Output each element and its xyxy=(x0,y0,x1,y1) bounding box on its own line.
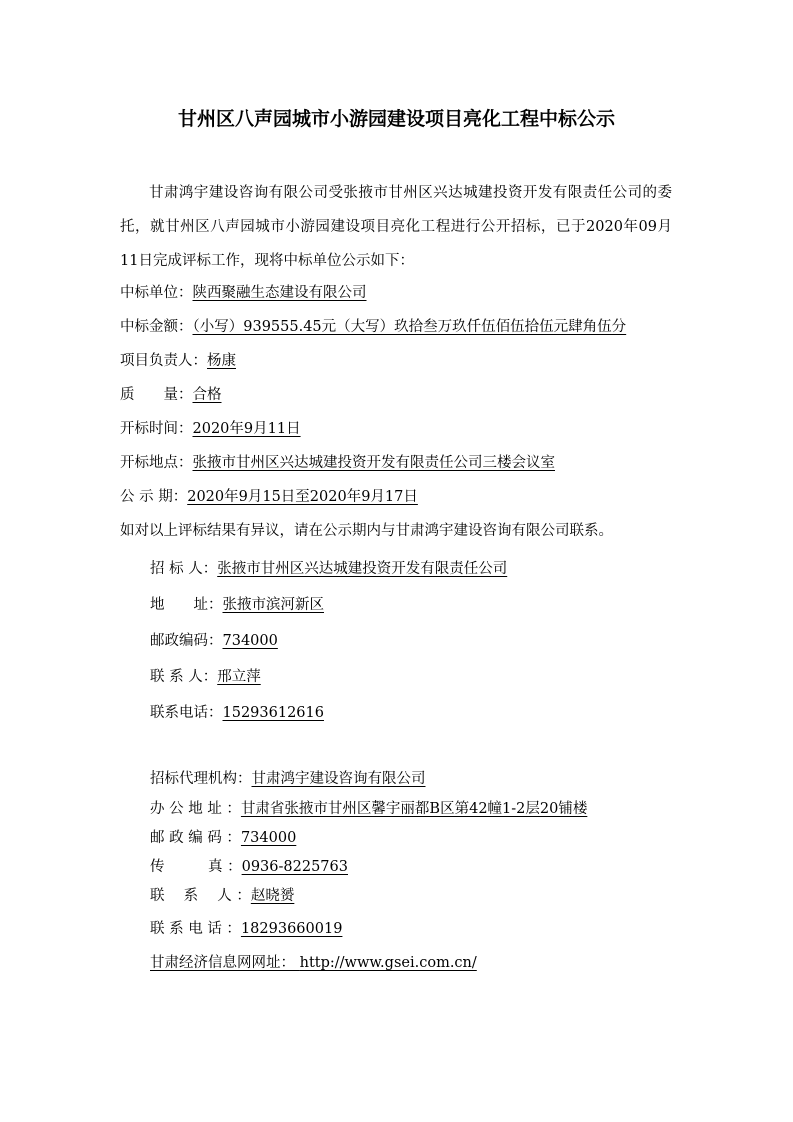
period-value: 2020年9月15日至2020年9月17日 xyxy=(187,489,418,505)
tenderer-name-label: 招 标 人： xyxy=(150,561,218,577)
agency-name-label: 招标代理机构： xyxy=(150,771,252,787)
tenderer-name-row xyxy=(150,562,507,577)
tenderer-name-value: 张掖市甘州区兴达城建投资开发有限责任公司 xyxy=(217,561,508,577)
agency-fax-row xyxy=(150,860,348,875)
agency-phone-value: 18293660019 xyxy=(240,921,343,937)
tenderer-postcode-value: 734000 xyxy=(222,633,278,649)
agency-postcode-label: 邮 政 编 码 ： xyxy=(150,830,241,846)
amount-row xyxy=(120,320,626,335)
manager-label: 项目负责人： xyxy=(120,353,207,369)
agency-address-value: 甘肃省张掖市甘州区馨宇丽都B区第42幢1-2层20铺楼 xyxy=(240,801,588,817)
period-row xyxy=(120,490,418,505)
open-time-value: 2020年9月11日 xyxy=(192,421,301,437)
amount-label: 中标金额： xyxy=(120,319,193,335)
open-place-label: 开标地点： xyxy=(120,455,193,471)
quality-row xyxy=(120,388,222,403)
agency-contact-label: 联 系 人 ： xyxy=(150,888,251,904)
open-place-row xyxy=(120,456,555,471)
agency-phone-label: 联 系 电 话 ： xyxy=(150,921,241,937)
website-row[interactable] xyxy=(150,956,477,971)
quality-label: 质 量： xyxy=(120,387,193,403)
tenderer-contact-row xyxy=(150,670,261,685)
winner-value: 陕西聚融生态建设有限公司 xyxy=(192,285,367,301)
notice-title: 甘州区八声园城市小游园建设项目亮化工程中标公示 xyxy=(177,108,615,130)
objection-note: 如对以上评标结果有异议，请在公示期内与甘肃鸿宇建设咨询有限公司联系。 xyxy=(120,523,613,539)
tenderer-phone-label: 联系电话： xyxy=(150,705,223,721)
agency-fax-label: 传 真 ： xyxy=(150,859,242,875)
tenderer-phone-row xyxy=(150,706,324,721)
tenderer-contact-value: 邢立萍 xyxy=(217,669,261,685)
tenderer-address-value: 张掖市滨河新区 xyxy=(222,597,324,613)
agency-fax-value: 0936-8225763 xyxy=(241,859,348,875)
agency-contact-row xyxy=(150,889,294,904)
agency-name-row xyxy=(150,772,426,787)
manager-row xyxy=(120,354,236,369)
agency-address-label: 办 公 地 址 ： xyxy=(150,801,241,817)
tenderer-address-row xyxy=(150,598,324,613)
agency-postcode-row xyxy=(150,831,296,846)
winner-label: 中标单位： xyxy=(120,285,193,301)
tenderer-postcode-label: 邮政编码： xyxy=(150,633,223,649)
open-place-value: 张掖市甘州区兴达城建投资开发有限责任公司三楼会议室 xyxy=(192,455,555,471)
agency-phone-row xyxy=(150,922,342,937)
tenderer-postcode-row xyxy=(150,634,278,649)
period-label: 公 示 期： xyxy=(120,489,188,505)
tenderer-contact-label: 联 系 人： xyxy=(150,669,218,685)
manager-value: 杨康 xyxy=(207,353,236,369)
tenderer-phone-value: 15293612616 xyxy=(222,705,324,721)
agency-contact-value: 赵晓赟 xyxy=(250,888,295,904)
agency-postcode-value: 734000 xyxy=(240,830,297,846)
amount-value: （小写）939555.45元（大写）玖拾叁万玖仟伍佰伍拾伍元肆角伍分 xyxy=(192,319,627,335)
winner-row xyxy=(120,286,367,301)
website-link[interactable]: http://www.gsei.com.cn/ xyxy=(299,955,477,971)
open-time-row xyxy=(120,422,301,437)
open-time-label: 开标时间： xyxy=(120,421,193,437)
agency-address-row xyxy=(150,802,587,817)
agency-name-value: 甘肃鸿宇建设咨询有限公司 xyxy=(251,771,426,787)
quality-value: 合格 xyxy=(192,387,222,403)
intro-paragraph: 甘肃鸿宇建设咨询有限公司受张掖市甘州区兴达城建投资开发有限责任公司的委托，就甘州区八声园城市小游园建设项目亮化工程进行公开招标，已于2020年09月11日完成评标工作，现将中标单位公示如下： xyxy=(120,185,672,269)
website-label: 甘肃经济信息网网址： xyxy=(150,955,295,971)
tenderer-address-label: 地 址： xyxy=(150,597,223,613)
